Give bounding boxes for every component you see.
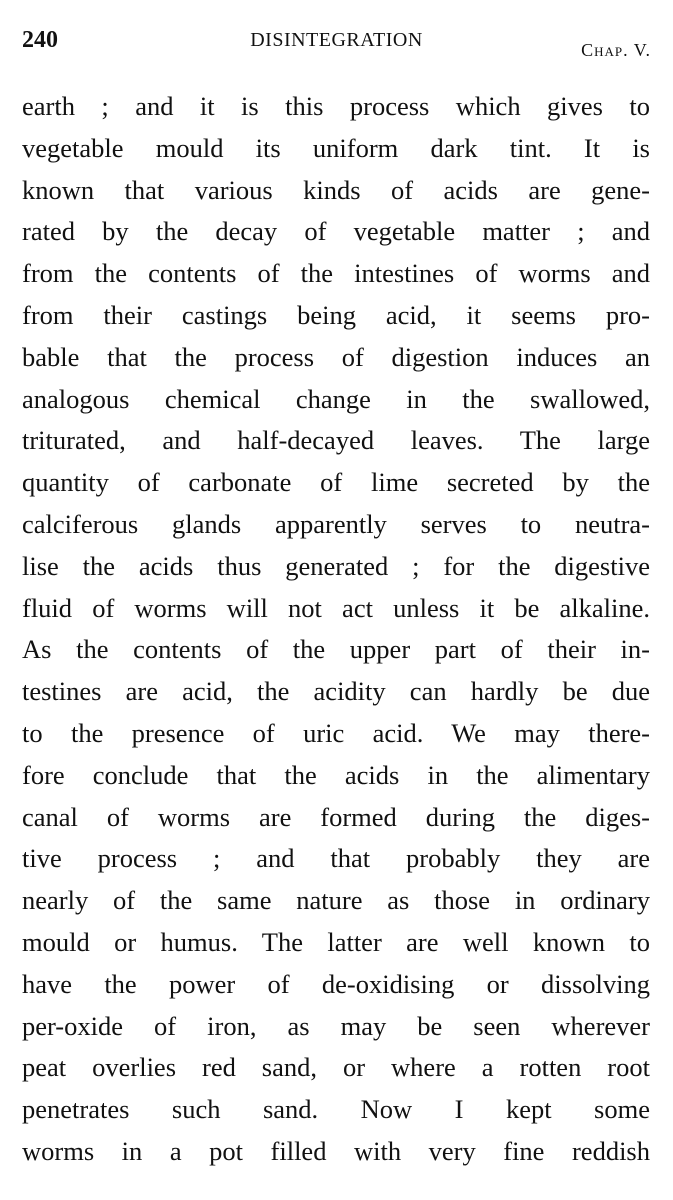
text-line: testines are acid, the acidity can hardly be due (22, 676, 650, 707)
chapter-label: Chap. V. (581, 40, 651, 60)
text-line: penetrates such sand. Now I kept some (22, 1094, 650, 1125)
text-line: peat overlies red sand, or where a rotten root (22, 1052, 650, 1083)
text-line: analogous chemical change in the swallowed, (22, 383, 650, 414)
text-line: per-oxide of iron, as may be seen wherever (22, 1010, 650, 1041)
text-line: to the presence of uric acid. We may there- (22, 717, 650, 748)
text-line: triturated, and half-decayed leaves. The large (22, 425, 650, 456)
running-header (22, 22, 651, 58)
text-line: lise the acids thus generated ; for the digestive (22, 550, 650, 581)
text-line: from their castings being acid, it seems pro- (22, 299, 650, 330)
text-line: quantity of carbonate of lime secreted by the (22, 467, 650, 498)
text-line: known that various kinds of acids are gene- (22, 174, 650, 205)
text-line: fluid of worms will not act unless it be alkaline. (22, 592, 650, 623)
text-line: worms in a pot filled with very fine reddish (22, 1135, 650, 1166)
running-title: DISINTEGRATION (250, 29, 423, 51)
text-line: from the contents of the intestines of worms and (22, 258, 650, 289)
text-line: bable that the process of digestion induces an (22, 341, 650, 372)
text-line: calciferous glands apparently serves to neutra- (22, 508, 650, 539)
text-line: rated by the decay of vegetable matter ; and (22, 216, 650, 247)
text-line: tive process ; and that probably they are (22, 843, 650, 874)
text-line: vegetable mould its uniform dark tint. It is (22, 132, 650, 163)
text-line: canal of worms are formed during the diges- (22, 801, 650, 832)
text-line: earth ; and it is this process which gives to (22, 91, 650, 121)
text-line: mould or humus. The latter are well known to (22, 926, 650, 957)
text-line: fore conclude that the acids in the alimentary (22, 759, 650, 790)
text-line: have the power of de-oxidising or dissolving (22, 968, 650, 999)
text-line: As the contents of the upper part of their in- (22, 634, 650, 665)
body-text (22, 86, 650, 1173)
text-line: nearly of the same nature as those in ordinary (22, 885, 650, 916)
page-number: 240 (22, 27, 58, 53)
